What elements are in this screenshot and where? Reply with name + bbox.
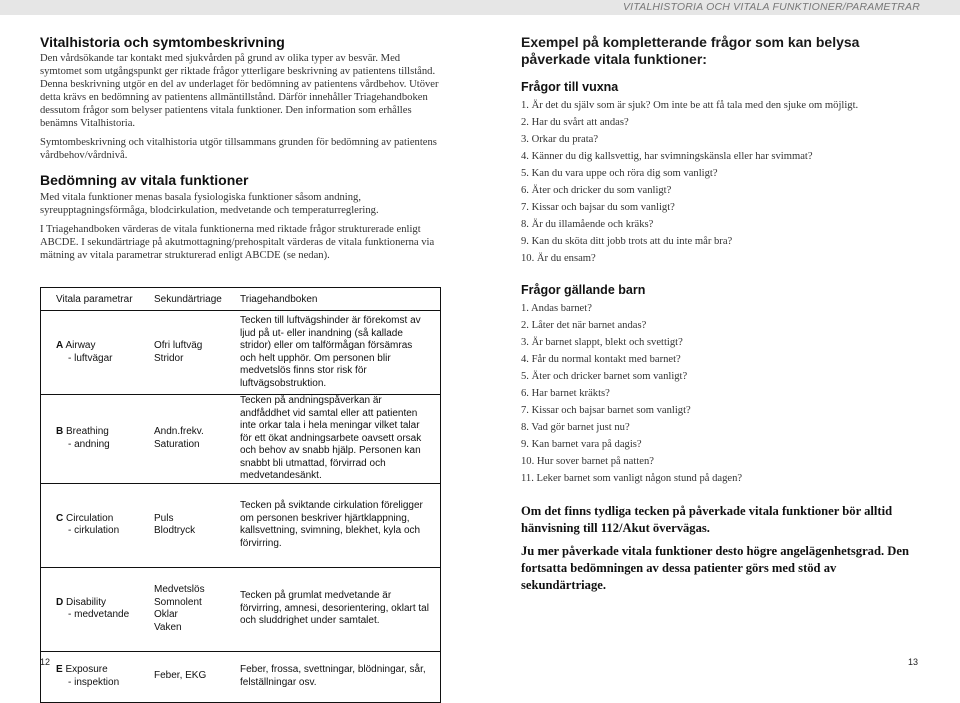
parameter-cell xyxy=(41,483,155,567)
list-item: 9. Kan du sköta ditt jobb trots att du inte mår bra? xyxy=(521,236,733,247)
child-questions-heading: Frågor gällande barn xyxy=(521,283,646,297)
handbook-text: Tecken på andningspåverkan är andfåddhet vid samtal eller att patienten inte orkar tala i hela meningar vilket talar för ett ökat andningsarbete oavsett orsak och behov av snabb hjälp. Personen kan snabbt bli utmattad, förvirrad och medvetandesänkt. xyxy=(240,395,422,481)
secondary-cell xyxy=(154,311,240,395)
page-number-left: 12 xyxy=(40,657,51,667)
abcde-letter: A xyxy=(56,340,64,351)
handbook-text: Tecken på sviktande cirkulation föreligger om personen beskriver hjärtklappning, kallsvettning, svimning, blekhet, kyla och förvirring. xyxy=(240,500,423,549)
handbook-cell xyxy=(240,395,441,484)
table-header-row xyxy=(41,288,441,311)
list-item: 6. Äter och dricker du som vanligt? xyxy=(521,185,672,196)
table-row xyxy=(41,311,441,395)
abcde-letter: B xyxy=(56,426,64,438)
parameter-sub: - andning xyxy=(68,438,110,450)
table-row xyxy=(41,567,441,651)
abcde-letter: D xyxy=(56,596,64,608)
secondary-item: Medvetslös xyxy=(154,584,205,595)
abcde-table xyxy=(40,287,441,703)
list-item: 3. Orkar du prata? xyxy=(521,134,599,145)
handbook-cell xyxy=(240,651,441,702)
list-item: 9. Kan barnet vara på dagis? xyxy=(521,439,642,450)
column-header: Sekundärtriage xyxy=(154,288,240,311)
list-item: 4. Känner du dig kallsvettig, har svimningskänsla eller har svimmat? xyxy=(521,151,813,162)
secondary-item: Ofri luftväg xyxy=(154,340,203,351)
paragraph-abcde: I Triagehandboken värderas de vitala funktionerna med riktade frågor strukturerade enligt ABCDE. I sekundärtriage på akutmottagning/prehospitalt värderas de vitala funktionerna via mätning av vitala parametrar strukturerad enligt ABCDE (se nedan). xyxy=(40,224,435,261)
handbook-cell xyxy=(240,483,441,567)
handbook-text: Tecken till luftvägshinder är förekomst av ljud på ut- eller inandning (så kallade stridor) eller om talförmågan försämras och helt upphör. Om personen blir medvetslös finns stor risk för luftvägsobstruktion. xyxy=(240,315,421,389)
secondary-cell xyxy=(154,483,240,567)
list-item: 1. Andas barnet? xyxy=(521,303,592,314)
table-row xyxy=(41,651,441,702)
list-item: 6. Har barnet kräkts? xyxy=(521,388,610,399)
list-item: 10. Är du ensam? xyxy=(521,253,596,264)
list-item: 11. Leker barnet som vanligt någon stund på dagen? xyxy=(521,473,743,484)
parameter-sub: - luftvägar xyxy=(68,352,113,364)
column-header: Vitala parametrar xyxy=(41,288,155,311)
list-item: 10. Hur sover barnet på natten? xyxy=(521,456,654,467)
secondary-item: Vaken xyxy=(154,621,182,633)
handbook-cell xyxy=(240,567,441,651)
list-item: 3. Är barnet slappt, blekt och svettigt? xyxy=(521,337,683,348)
page-number-right: 13 xyxy=(907,657,918,667)
running-header-title: VITALHISTORIA OCH VITALA FUNKTIONER/PARAMETRAR xyxy=(622,1,920,13)
parameter-sub: - medvetande xyxy=(68,609,130,620)
parameter-sub: - cirkulation xyxy=(68,525,120,536)
parameter-name: Exposure xyxy=(65,664,108,675)
list-item: 1. Är det du själv som är sjuk? Om inte be att få tala med den sjuke om möjligt. xyxy=(521,100,859,111)
secondary-item: Feber, EKG xyxy=(154,670,207,682)
paragraph-intro: Den vårdsökande tar kontakt med sjukvården på grund av olika typer av besvär. Med symtomet som utgångspunkt ger riktade frågor ytterligare beskrivning av patientens tillstånd. Denna beskrivning utgör en del av underlaget för bedömning av patientens vårdbehov. Utöver detta krävs en bedömning av patientens allmäntillstånd. Därför innehåller Triagehandboken dessutom frågor som belyser patientens vitala funktioner. Den information som erhålles benämns Vitalhistoria. xyxy=(40,53,439,129)
list-item: 7. Kissar och bajsar barnet som vanligt? xyxy=(521,405,691,416)
list-item: 2. Har du svårt att andas? xyxy=(521,117,629,128)
adult-questions-list xyxy=(521,97,911,267)
right-column xyxy=(521,34,911,594)
secondary-item: Stridor xyxy=(154,352,184,364)
left-column xyxy=(40,34,440,268)
table-row xyxy=(41,395,441,484)
abcde-letter: C xyxy=(56,512,64,524)
secondary-item: Oklar xyxy=(154,609,178,620)
parameter-name: Breathing xyxy=(66,426,109,438)
list-item: 5. Äter och dricker barnet som vanligt? xyxy=(521,371,688,382)
column-header: Triagehandboken xyxy=(240,288,441,311)
adult-questions-heading: Frågor till vuxna xyxy=(521,80,619,94)
list-item: 7. Kissar och bajsar du som vanligt? xyxy=(521,202,675,213)
section-heading-bedomning: Bedömning av vitala funktioner xyxy=(40,172,249,188)
section-heading-vitalhistoria: Vitalhistoria och symtombeskrivning xyxy=(40,34,285,50)
child-questions-list xyxy=(521,300,911,487)
note-priority: Ju mer påverkade vitala funktioner desto högre angelägenhetsgrad. Den fortsatta bedömningen av dessa patienter görs med stöd av sekundärtriage. xyxy=(521,544,909,592)
secondary-item: Saturation xyxy=(154,438,200,450)
parameter-sub: - inspektion xyxy=(68,676,120,688)
secondary-item: Somnolent xyxy=(154,596,202,608)
handbook-cell xyxy=(240,311,441,395)
table-row xyxy=(41,483,441,567)
secondary-item: Blodtryck xyxy=(154,525,196,536)
list-item: 5. Kan du vara uppe och röra dig som vanligt? xyxy=(521,168,718,179)
parameter-cell xyxy=(41,651,155,702)
parameter-name: Circulation xyxy=(66,512,114,524)
parameter-cell xyxy=(41,395,155,484)
parameter-cell xyxy=(41,567,155,651)
examples-heading: Exempel på kompletterande frågor som kan belysa påverkade vitala funktioner: xyxy=(521,34,860,67)
abcde-letter: E xyxy=(56,664,63,675)
handbook-text: Tecken på grumlat medvetande är förvirring, amnesi, desorientering, oklart tal och sluddrighet under samtalet. xyxy=(240,590,429,627)
parameter-name: Airway xyxy=(65,340,96,351)
secondary-cell xyxy=(154,567,240,651)
note-referral: Om det finns tydliga tecken på påverkade vitala funktioner bör alltid hänvisning till 112/Akut övervägas. xyxy=(521,504,893,535)
handbook-text: Feber, frossa, svettningar, blödningar, sår, felställningar osv. xyxy=(240,664,426,688)
paragraph-summary: Symtombeskrivning och vitalhistoria utgör tillsammans grunden för bedömning av patientens vårdbehov/vårdnivå. xyxy=(40,137,437,161)
parameter-name: Disability xyxy=(66,596,107,608)
list-item: 8. Är du illamående och kräks? xyxy=(521,219,654,230)
secondary-item: Andn.frekv. xyxy=(154,426,204,438)
parameter-cell xyxy=(41,311,155,395)
list-item: 2. Låter det när barnet andas? xyxy=(521,320,647,331)
list-item: 8. Vad gör barnet just nu? xyxy=(521,422,630,433)
list-item: 4. Får du normal kontakt med barnet? xyxy=(521,354,681,365)
secondary-item: Puls xyxy=(154,512,174,524)
secondary-cell xyxy=(154,395,240,484)
running-header-bar xyxy=(0,0,960,15)
secondary-cell xyxy=(154,651,240,702)
paragraph-definition: Med vitala funktioner menas basala fysiologiska funktioner såsom andning, syreupptagningsförmåga, blodcirkulation, medvetande och temperaturreglering. xyxy=(40,192,379,216)
